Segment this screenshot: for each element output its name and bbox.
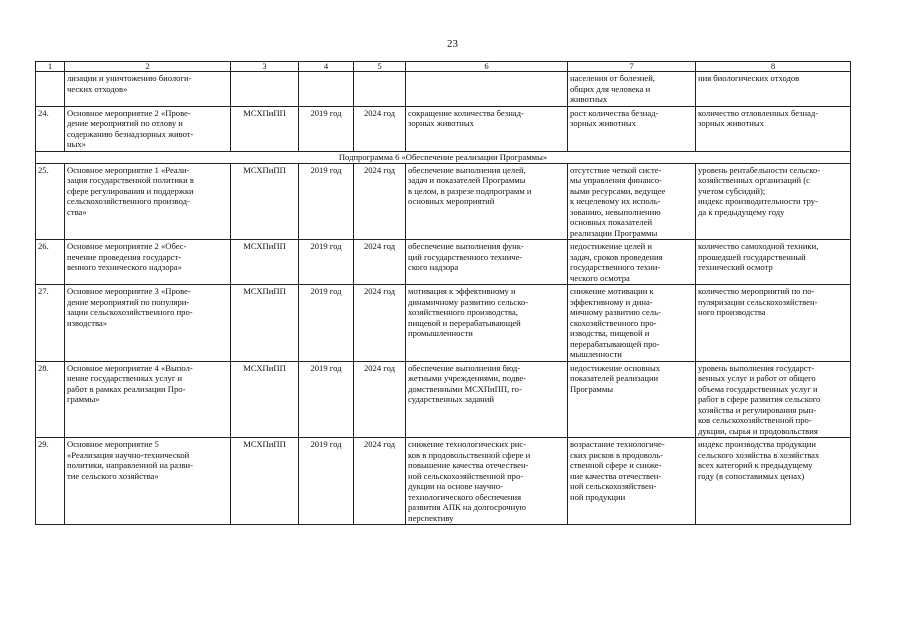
start-year	[299, 72, 354, 107]
executor	[231, 72, 299, 107]
expected-result: обеспечение выполнения функ- ций государственного техниче- ского надзора	[406, 240, 568, 285]
table-row	[36, 285, 851, 362]
table-row	[36, 106, 851, 151]
start-year: 2019 год	[299, 438, 354, 525]
expected-result: обеспечение выполнения целей, задач и показателей Программы в целом, в разрезе подпрограмм и основных мероприятий	[406, 163, 568, 240]
event-name: лизации и уничтожению биологи- ческих отходов»	[65, 72, 231, 107]
start-year: 2019 год	[299, 163, 354, 240]
event-name: Основное мероприятие 1 «Реали- зация государственной политики в сфере регулирования и поддержки сельскохозяйственного производ- ства»	[65, 163, 231, 240]
executor: МСХПиПП	[231, 106, 299, 151]
table-row	[36, 163, 851, 240]
end-year	[354, 72, 406, 107]
column-header: 7	[568, 62, 696, 72]
expected-result: снижение технологических рис- ков в продовольственной сфере и повышение качества отечествен- ной сельскохозяйственной про- дукции на основе научно- технологического обеспечения развития АПК на долгосрочную перспективу	[406, 438, 568, 525]
column-header: 2	[65, 62, 231, 72]
start-year: 2019 год	[299, 361, 354, 438]
column-header: 3	[231, 62, 299, 72]
table-row	[36, 72, 851, 107]
table-row	[36, 438, 851, 525]
row-number: 26.	[36, 240, 65, 285]
subprogram-row	[36, 151, 851, 163]
related-indicator: индекс производства продукции сельского хозяйства в хозяйствах всех категорий к предыдущему году (в сопоставимых ценах)	[696, 438, 851, 525]
related-indicator: количество самоходной техники, прошедшей государственный технический осмотр	[696, 240, 851, 285]
end-year: 2024 год	[354, 106, 406, 151]
executor: МСХПиПП	[231, 163, 299, 240]
end-year: 2024 год	[354, 285, 406, 362]
executor: МСХПиПП	[231, 438, 299, 525]
column-header: 5	[354, 62, 406, 72]
non-implementation-consequences: населения от болезней, общих для человека и животных	[568, 72, 696, 107]
table-row	[36, 240, 851, 285]
non-implementation-consequences: рост количества безнад- зорных животных	[568, 106, 696, 151]
start-year: 2019 год	[299, 285, 354, 362]
executor: МСХПиПП	[231, 285, 299, 362]
page-number: 23	[447, 38, 458, 50]
column-header-row	[36, 62, 851, 72]
event-name: Основное мероприятие 4 «Выпол- нение государственных услуг и работ в рамках реализации Про- граммы»	[65, 361, 231, 438]
non-implementation-consequences: снижение мотивации к эффективному и дина- мичному развитию сель- скохозяйственного про- изводства, пищевой и перерабатывающей про- мышленности	[568, 285, 696, 362]
event-name: Основное мероприятие 2 «Обес- печение проведения государст- венного технического надзора»	[65, 240, 231, 285]
non-implementation-consequences: недостижение основных показателей реализации Программы	[568, 361, 696, 438]
end-year: 2024 год	[354, 438, 406, 525]
event-name: Основное мероприятие 2 «Прове- дение мероприятий по отлову и содержанию безнадзорных живот- ных»	[65, 106, 231, 151]
related-indicator: количество отловленных безнад- зорных животных	[696, 106, 851, 151]
executor: МСХПиПП	[231, 240, 299, 285]
expected-result	[406, 72, 568, 107]
expected-result: мотивация к эффективному и динамичному развитию сельско- хозяйственного производства, пищевой и перерабатывающей промышленности	[406, 285, 568, 362]
column-header: 1	[36, 62, 65, 72]
column-header: 6	[406, 62, 568, 72]
expected-result: сокращение количества безнад- зорных животных	[406, 106, 568, 151]
related-indicator: уровень рентабельности сельско- хозяйственных организаций (с учетом субсидий); индекс производительности тру- да к предыдущему году	[696, 163, 851, 240]
row-number: 29.	[36, 438, 65, 525]
row-number: 24.	[36, 106, 65, 151]
column-header: 8	[696, 62, 851, 72]
program-events-table	[35, 61, 851, 525]
non-implementation-consequences: возрастание технологиче- ских рисков в продоволь- ственной сфере и сниже- ние качества отечествен- ной сельскохозяйствен- ной продукции	[568, 438, 696, 525]
start-year: 2019 год	[299, 106, 354, 151]
end-year: 2024 год	[354, 361, 406, 438]
event-name: Основное мероприятие 5 «Реализация научно-технической политики, направленной на разви- тие сельского хозяйства»	[65, 438, 231, 525]
non-implementation-consequences: отсутствие четкой систе- мы управления финансо- выми ресурсами, ведущее к нецелевому их исполь- зованию, невыполнению основных показателей реализации Программы	[568, 163, 696, 240]
row-number: 25.	[36, 163, 65, 240]
row-number: 27.	[36, 285, 65, 362]
event-name: Основное мероприятие 3 «Прове- дение мероприятий по популяри- зации сельскохозяйственного про- изводства»	[65, 285, 231, 362]
related-indicator: уровень выполнения государст- венных услуг и работ от общего объема государственных услуг и работ в сфере развития сельского хозяйства и регулирования рын- ков сельскохозяйственной про- дукции, сырья и продовольствия	[696, 361, 851, 438]
column-header: 4	[299, 62, 354, 72]
start-year: 2019 год	[299, 240, 354, 285]
row-number: 28.	[36, 361, 65, 438]
subprogram-heading: Подпрограмма 6 «Обеспечение реализации Программы»	[36, 151, 851, 163]
row-number	[36, 72, 65, 107]
related-indicator: количество мероприятий по по- пуляризации сельскохозяйствен- ного производства	[696, 285, 851, 362]
end-year: 2024 год	[354, 163, 406, 240]
non-implementation-consequences: недостижение целей и задач, сроков проведения государственного техни- ческого осмотра	[568, 240, 696, 285]
expected-result: обеспечение выполнения бюд- жетными учреждениями, подве- домственными МСХПиПП, го- сударственных заданий	[406, 361, 568, 438]
table-row	[36, 361, 851, 438]
related-indicator: ния биологических отходов	[696, 72, 851, 107]
end-year: 2024 год	[354, 240, 406, 285]
executor: МСХПиПП	[231, 361, 299, 438]
